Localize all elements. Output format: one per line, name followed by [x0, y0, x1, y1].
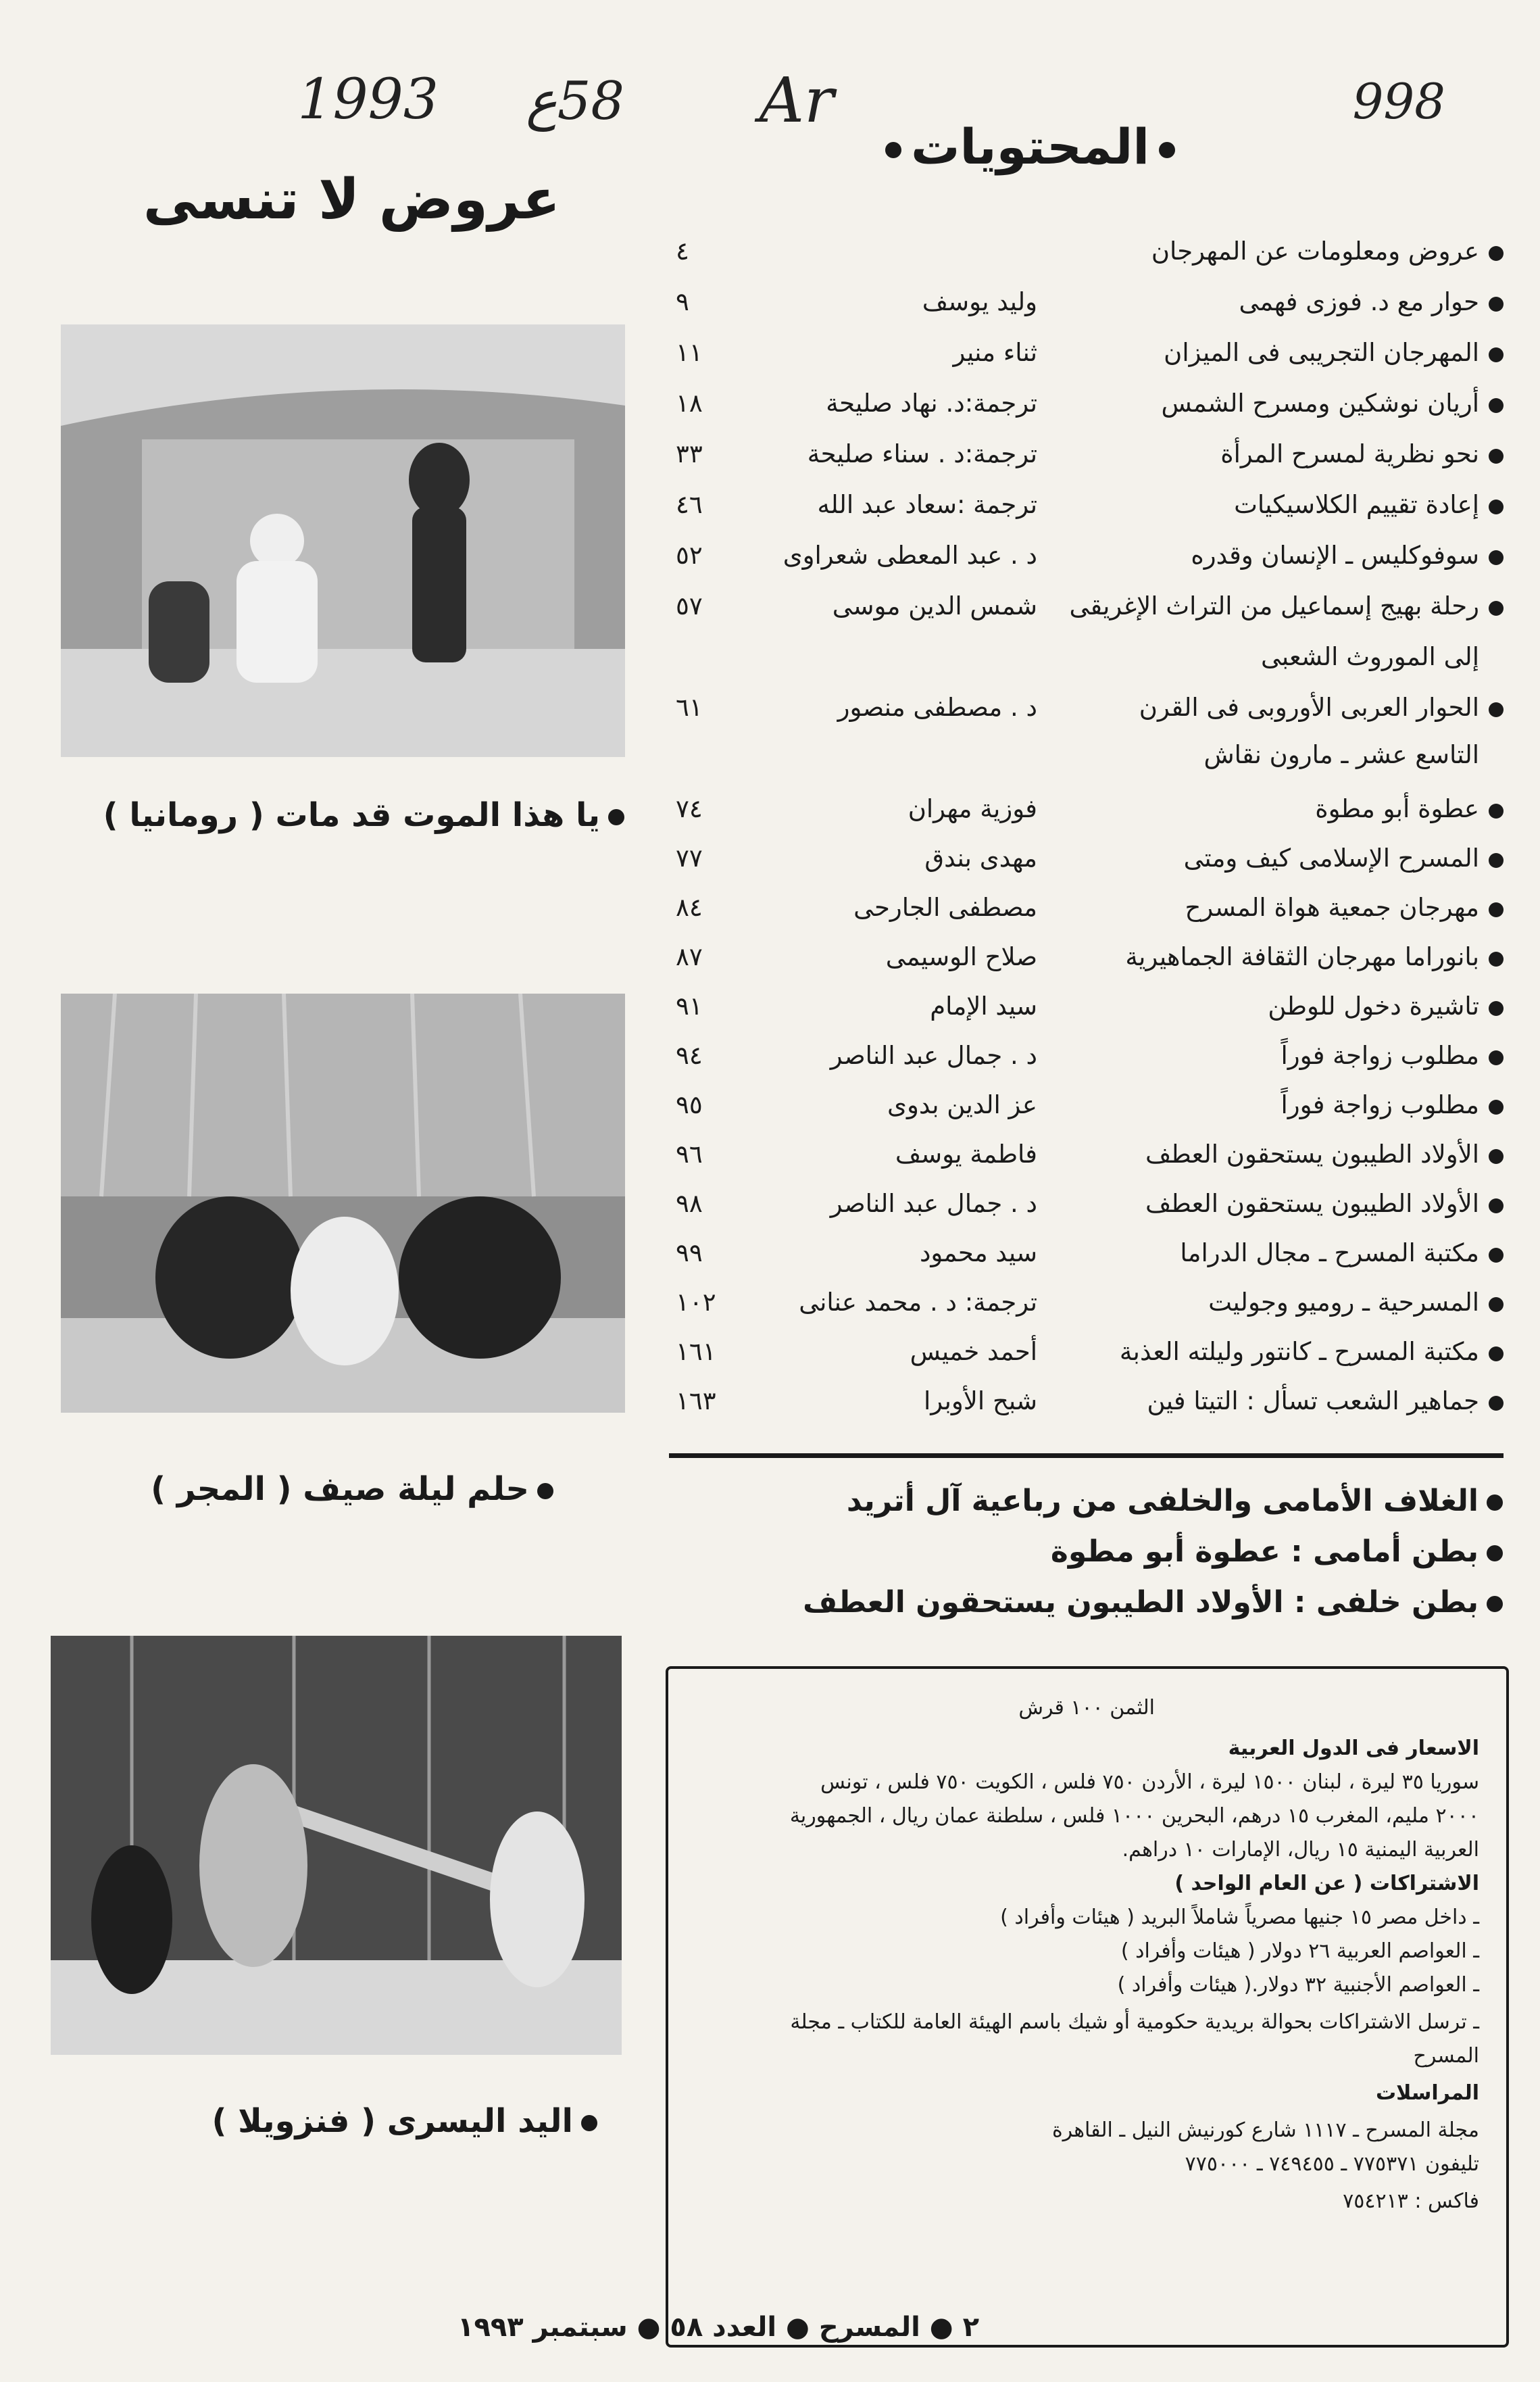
toc-author: عز الدين بدوى [887, 1090, 1037, 1119]
toc-title: حوار مع د. فوزى فهمى [1239, 287, 1479, 316]
toc-page: ٩٨ [676, 1189, 703, 1218]
subscription-line: ـ العواصم الأجنبية ٣٢ دولار.( هيئات وأفراد ) [1117, 1973, 1479, 1997]
toc-page: ١١ [676, 338, 703, 367]
correspondence-heading: المراسلات [1375, 2081, 1479, 2105]
toc-title: جماهير الشعب تسأل : التيتا فين [1147, 1386, 1479, 1415]
shows-title: عروض لا تنسى [143, 168, 560, 232]
toc-page: ٧٤ [676, 794, 703, 823]
subscriptions-heading: الاشتراكات ( عن العام الواحد ) [1174, 1872, 1479, 1895]
bullet-icon [885, 142, 901, 158]
bullet-icon [1489, 1346, 1504, 1361]
bullet-icon [1489, 1100, 1504, 1115]
toc-row [676, 992, 1504, 1039]
toc-row [676, 1090, 1504, 1138]
toc-author: د . عبد المعطى شعراوى [783, 541, 1037, 570]
toc-page: ٩٥ [676, 1090, 703, 1119]
bullet-icon [1487, 1596, 1503, 1612]
toc-author: فوزية مهران [908, 794, 1037, 823]
toc-author: د . جمال عبد الناصر [830, 1041, 1037, 1070]
toc-author: شبح الأوبرا [923, 1386, 1037, 1415]
toc-row [676, 1288, 1504, 1335]
toc-page: ٤ [676, 237, 689, 266]
toc-author: ترجمة:د . سناء صليحة [807, 439, 1037, 468]
handwritten-note-b: 58ع [526, 71, 624, 132]
toc-page: ١٨ [676, 389, 703, 418]
toc-row [676, 844, 1504, 891]
toc-row [676, 591, 1504, 639]
cover-credit-line: الغلاف الأمامى والخلفى من رباعية آل أتريد [847, 1484, 1503, 1518]
stage-photo-hungary [61, 994, 625, 1413]
toc-title: رحلة بهيج إسماعيل من التراث الإغريقى [1069, 591, 1479, 621]
cover-credit-line: بطن أمامى : عطوة أبو مطوة [1051, 1534, 1503, 1569]
toc-row [676, 1386, 1504, 1434]
photo-caption: حلم ليلة صيف ( المجر ) [151, 1470, 553, 1508]
toc-author: وليد يوسف [922, 287, 1037, 316]
toc-row [676, 794, 1504, 842]
toc-title: مكتبة المسرح ـ مجال الدراما [1180, 1238, 1479, 1267]
bullet-icon [581, 2115, 597, 2131]
toc-title: المسرحية ـ روميو وجوليت [1208, 1288, 1479, 1317]
bullet-icon [1489, 1050, 1504, 1065]
toc-page: ١٦١ [676, 1337, 716, 1366]
bullet-icon [1489, 1001, 1504, 1016]
toc-page: ٦١ [676, 693, 703, 722]
toc-author: د . مصطفى منصور [837, 693, 1037, 722]
toc-continuation: التاسع عشر ـ مارون نقاش [1203, 740, 1479, 769]
toc-title: سوفوكليس ـ الإنسان وقدره [1191, 541, 1479, 570]
toc-title: الأولاد الطيبون يستحقون العطف [1145, 1140, 1479, 1169]
price-subscription-box [666, 1666, 1509, 2348]
bullet-icon [1489, 702, 1504, 717]
handwritten-number: 998 [1352, 73, 1445, 130]
toc-author: مصطفى الجارحى [853, 893, 1037, 922]
toc-author: شمس الدين موسى [832, 591, 1037, 621]
arab-prices-heading: الاسعار فى الدول العربية [1228, 1736, 1479, 1760]
bullet-icon [1487, 1545, 1503, 1561]
bullet-icon [1489, 601, 1504, 616]
toc-row [676, 1337, 1504, 1384]
bullet-icon [1489, 297, 1504, 312]
toc-row [676, 1238, 1504, 1286]
bullet-icon [537, 1483, 553, 1499]
toc-page: ٨٧ [676, 942, 703, 971]
contents-title: المحتويات [911, 118, 1149, 175]
bullet-icon [608, 809, 624, 825]
toc-author: ترجمة:د. نهاد صليحة [826, 389, 1037, 418]
correspondence-line: تليفون ٧٧٥٣٧١ ـ ٧٤٩٤٥٥ ـ ٧٧٥٠٠٠ [1185, 2152, 1479, 2176]
toc-title: مطلوب زواجة فوراً [1281, 1090, 1479, 1119]
bullet-icon [1487, 1494, 1503, 1511]
toc-row [676, 893, 1504, 940]
toc-title: الحوار العربى الأوروبى فى القرن [1139, 693, 1479, 722]
bullet-icon [1489, 1149, 1504, 1164]
bullet-icon [1489, 853, 1504, 868]
toc-title: الأولاد الطيبون يستحقون العطف [1145, 1189, 1479, 1218]
bullet-icon [1489, 952, 1504, 967]
toc-title: نحو نظرية لمسرح المرأة [1220, 439, 1479, 468]
toc-title: تاشيرة دخول للوطن [1268, 992, 1479, 1021]
bullet-icon [1489, 1396, 1504, 1411]
bullet-icon [1489, 246, 1504, 261]
correspondence-line: فاكس : ٧٥٤٢١٣ [1343, 2189, 1479, 2213]
toc-page: ٥٧ [676, 591, 703, 621]
photo-caption: يا هذا الموت قد مات ( رومانيا ) [103, 796, 624, 834]
toc-page: ٣٣ [676, 439, 703, 468]
toc-title: أريان نوشكين ومسرح الشمس [1161, 389, 1479, 418]
arab-prices-line: ٢٠٠٠ مليم، المغرب ١٥ درهم، البحرين ١٠٠٠ فلس ، سلطنة عمان ريال ، الجمهورية [789, 1804, 1479, 1828]
toc-title: عروض ومعلومات عن المهرجان [1151, 237, 1479, 266]
correspondence-line: مجلة المسرح ـ ١١١٧ شارع كورنيش النيل ـ القاهرة [1051, 2118, 1479, 2142]
toc-author: سيد محمود [919, 1238, 1037, 1267]
toc-title: مهرجان جمعية هواة المسرح [1185, 893, 1479, 922]
subscription-line: المسرح [1413, 2044, 1479, 2068]
bullet-icon [1489, 500, 1504, 514]
toc-row [676, 439, 1504, 487]
price-label: الثمن ١٠٠ قرش [1018, 1696, 1155, 1720]
toc-author: صلاح الوسيمى [885, 942, 1037, 971]
toc-continuation: إلى الموروث الشعبى [1261, 642, 1479, 671]
toc-page: ٩٤ [676, 1041, 703, 1070]
toc-page: ٩ [676, 287, 689, 316]
toc-row [676, 541, 1504, 588]
toc-row [676, 693, 1504, 740]
toc-author: ترجمة :سعاد عبد الله [817, 490, 1037, 519]
toc-title: مكتبة المسرح ـ كانتور وليلته العذبة [1119, 1337, 1479, 1366]
cover-credit-line: بطن خلفى : الأولاد الطيبون يستحقون العطف [803, 1585, 1503, 1620]
toc-page: ٨٤ [676, 893, 703, 922]
toc-author: د . جمال عبد الناصر [830, 1189, 1037, 1218]
toc-page: ٩١ [676, 992, 703, 1021]
stage-photo-romania [61, 324, 625, 757]
bullet-icon [1489, 449, 1504, 464]
photo-caption: اليد اليسرى ( فنزويلا ) [212, 2102, 597, 2140]
toc-page: ٥٢ [676, 541, 703, 570]
toc-page: ١٦٣ [676, 1386, 716, 1415]
toc-row [676, 389, 1504, 436]
arab-prices-line: العربية اليمنية ١٥ ريال، الإمارات ١٠ دراهم. [1122, 1838, 1479, 1862]
bullet-icon [1489, 398, 1504, 413]
toc-row [676, 490, 1504, 537]
toc-page: ١٠٢ [676, 1288, 716, 1317]
section-divider [669, 1453, 1504, 1458]
toc-row [676, 1140, 1504, 1187]
toc-row [676, 237, 1504, 284]
bullet-icon [1489, 550, 1504, 565]
bullet-icon [1489, 804, 1504, 819]
toc-row [676, 1041, 1504, 1088]
toc-author: ثناء منير [953, 338, 1037, 367]
toc-row [676, 1189, 1504, 1236]
subscription-line: ـ ترسل الاشتراكات بحوالة بريدية حكومية أو شيك باسم الهيئة العامة للكتاب ـ مجلة [790, 2010, 1479, 2034]
toc-page: ٩٦ [676, 1140, 703, 1169]
stage-scene-illustration [61, 324, 625, 757]
arab-prices-line: سوريا ٣٥ ليرة ، لبنان ١٥٠٠ ليرة ، الأردن ٧٥٠ فلس ، الكويت ٧٥٠ فلس ، تونس [820, 1770, 1479, 1794]
toc-row [676, 338, 1504, 385]
toc-title: المسرح الإسلامى كيف ومتى [1183, 844, 1479, 873]
bullet-icon [1489, 1248, 1504, 1263]
stage-photo-venezuela [51, 1636, 622, 2055]
toc-author: سيد الإمام [930, 992, 1037, 1021]
handwritten-note-a: Ar [759, 64, 834, 137]
subscription-line: ـ العواصم العربية ٢٦ دولار ( هيئات وأفراد ) [1120, 1939, 1479, 1963]
page-footer: ٢ ● المسرح ● العدد ٥٨ ● سبتمبر ١٩٩٣ [457, 2312, 979, 2343]
toc-page: ٤٦ [676, 490, 703, 519]
toc-page: ٩٩ [676, 1238, 703, 1267]
bullet-icon [1159, 142, 1175, 158]
stage-scene-illustration [51, 1636, 622, 2055]
toc-title: مطلوب زواجة فوراً [1281, 1041, 1479, 1070]
toc-title: إعادة تقييم الكلاسيكيات [1234, 490, 1479, 519]
stage-scene-illustration [61, 994, 625, 1413]
toc-row [676, 942, 1504, 990]
toc-author: ترجمة: د . محمد عنانى [799, 1288, 1037, 1317]
toc-title: المهرجان التجريبى فى الميزان [1164, 338, 1479, 367]
contents-heading [885, 118, 1175, 175]
toc-author: مهدى بندق [924, 844, 1037, 873]
bullet-icon [1489, 1297, 1504, 1312]
toc-row [676, 287, 1504, 335]
subscription-line: ـ داخل مصر ١٥ جنيها مصرياً شاملاً البريد ( هيئات وأفراد ) [1000, 1905, 1479, 1929]
bullet-icon [1489, 1198, 1504, 1213]
toc-title: عطوة أبو مطوة [1315, 794, 1479, 823]
handwritten-year: 1993 [297, 68, 439, 132]
bullet-icon [1489, 902, 1504, 917]
toc-page: ٧٧ [676, 844, 703, 873]
bullet-icon [1489, 347, 1504, 362]
toc-author: فاطمة يوسف [895, 1140, 1037, 1169]
toc-title: بانوراما مهرجان الثقافة الجماهيرية [1125, 942, 1479, 971]
toc-author: أحمد خميس [910, 1337, 1037, 1366]
